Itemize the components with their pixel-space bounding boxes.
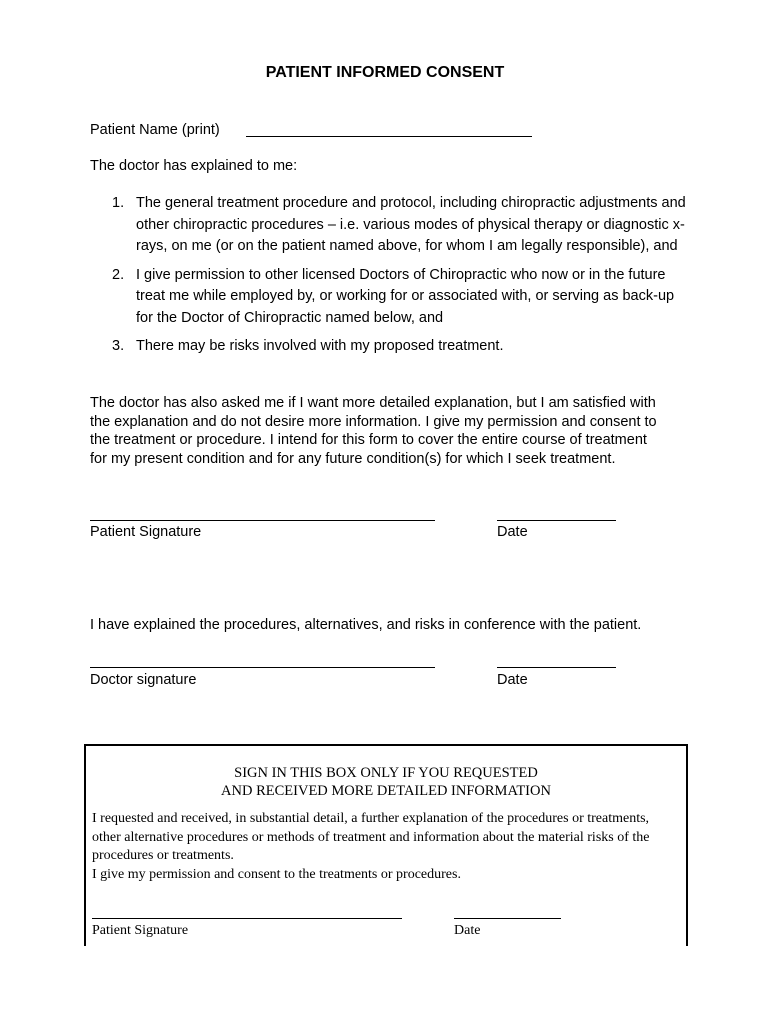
box-heading-line1: SIGN IN THIS BOX ONLY IF YOU REQUESTED xyxy=(234,765,538,781)
list-item xyxy=(90,193,690,258)
patient-date-label: Date xyxy=(497,524,528,540)
patient-signature-line[interactable] xyxy=(90,520,435,521)
box-body xyxy=(92,810,677,884)
detailed-info-box xyxy=(84,744,688,946)
doctor-signature-label: Doctor signature xyxy=(90,672,197,688)
patient-signature-label: Patient Signature xyxy=(90,524,202,540)
list-item-text: The general treatment procedure and protocol, including chiropractic adjustments and other chiropractic procedures – i.e. various modes of physical therapy or diagnostic x-rays, on me (or on the patient named above, for whom I am legally responsible), and xyxy=(136,195,686,254)
box-body-line1: I requested and received, in substantial detail, a further explanation of the procedures or treatments, other alternative procedures or methods of treatment and information about the material risks of the procedures or treatments. xyxy=(92,811,650,863)
patient-name-label: Patient Name (print) xyxy=(90,122,220,138)
box-heading-line2: AND RECEIVED MORE DETAILED INFORMATION xyxy=(221,783,551,799)
page-title: PATIENT INFORMED CONSENT xyxy=(265,64,505,81)
list-item-text: There may be risks involved with my proposed treatment. xyxy=(136,338,504,354)
list-item-number: 3. xyxy=(112,338,125,354)
consent-paragraph: The doctor has also asked me if I want more detailed explanation, but I am satisfied with the explanation and do not desire more information. I give my permission and consent to the treatment or procedure. I intend for this form to cover the entire course of treatment for my present condition and for any future condition(s) for which I seek treatment. xyxy=(90,395,657,467)
doctor-statement: I have explained the procedures, alternatives, and risks in conference with the patient. xyxy=(90,617,642,633)
box-heading xyxy=(86,764,686,800)
box-date-line[interactable] xyxy=(454,918,561,919)
list-item xyxy=(90,265,690,330)
list-item-text: I give permission to other licensed Doctors of Chiropractic who now or in the future treat me while employed by, or working for or associated with, or serving as back-up for the Doctor of Chiropractic named below, and xyxy=(136,266,675,326)
box-date-label: Date xyxy=(454,923,481,938)
doctor-date-line[interactable] xyxy=(497,667,616,668)
box-signature-label: Patient Signature xyxy=(92,923,189,938)
patient-date-line[interactable] xyxy=(497,520,616,521)
intro-text: The doctor has explained to me: xyxy=(90,158,298,174)
box-signature-line[interactable] xyxy=(92,918,402,919)
box-body-line2: I give my permission and consent to the treatments or procedures. xyxy=(92,866,461,882)
doctor-date-label: Date xyxy=(497,672,528,688)
patient-name-field[interactable] xyxy=(246,136,532,137)
list-item-number: 2. xyxy=(112,266,125,283)
list-item-number: 1. xyxy=(112,195,125,211)
list-item xyxy=(90,336,690,358)
explanation-list xyxy=(90,193,690,365)
doctor-signature-line[interactable] xyxy=(90,667,435,668)
